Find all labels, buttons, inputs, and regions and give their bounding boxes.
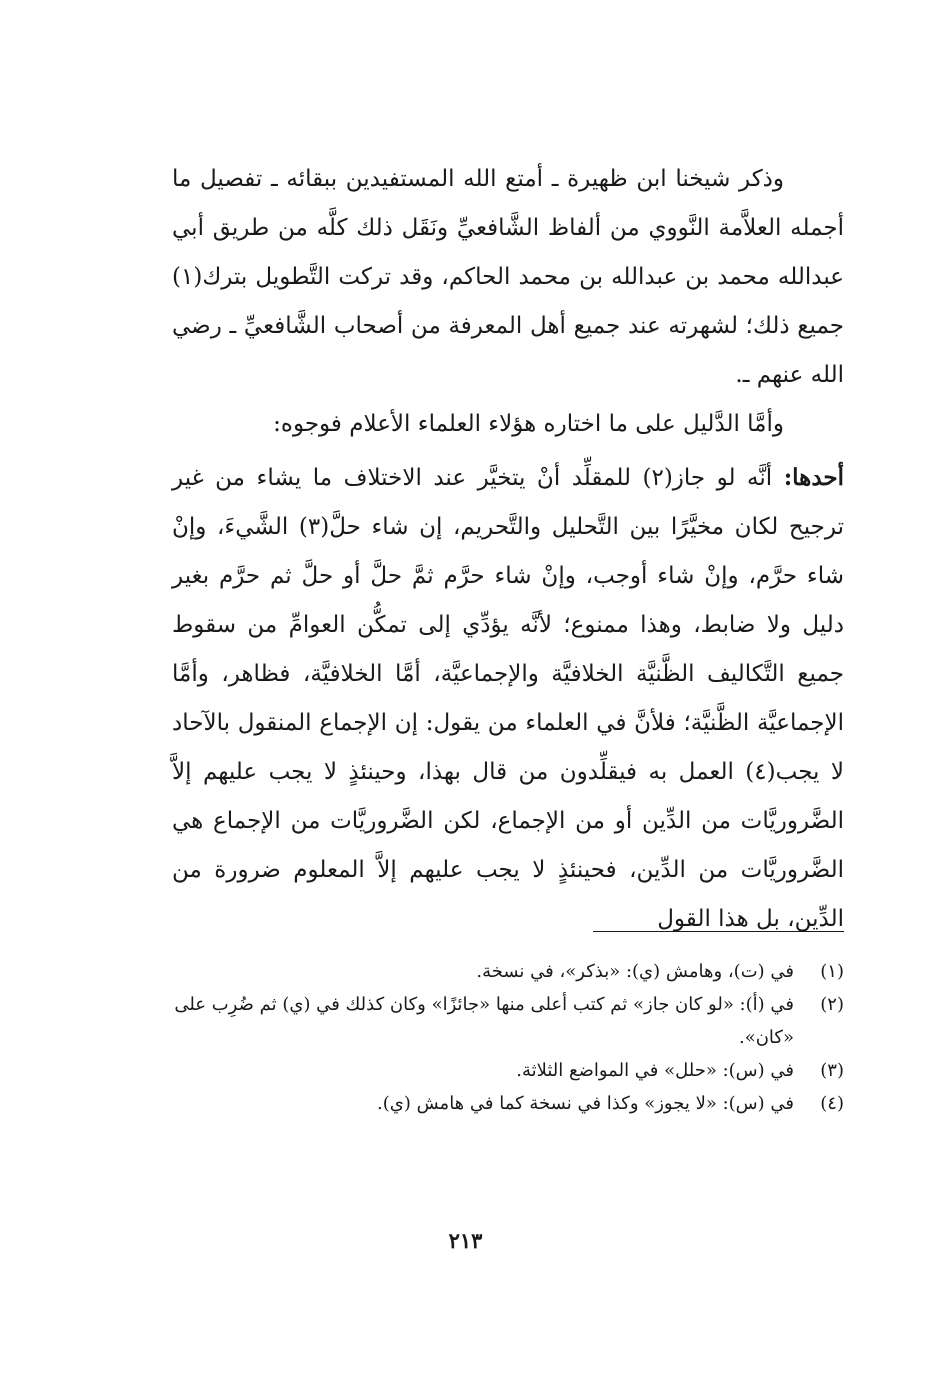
footnote-number: (٣)	[820, 1060, 844, 1081]
paragraph-3-lead: أحدها:	[783, 464, 844, 491]
page-number: ٢١٣	[448, 1228, 483, 1253]
footnote-2	[168, 988, 844, 1054]
footnote-text: في (ت)، وهامش (ي): «بذكر»، في نسخة.	[476, 961, 794, 982]
footnote-1	[168, 955, 844, 988]
paragraph-1: وذكر شيخنا ابن ظهيرة ـ أمتع الله المستفيدين ببقائه ـ تفصيل ما أجمله العلاَّمة النَّووي من ألفاظ الشَّافعيِّ ونَقَل ذلك كلَّه من طريق أبي عبدالله محمد بن عبدالله بن محمد الحاكم، وقد تركت التَّطويل بترك(١) جميع ذلك؛ لشهرته عند جميع أهل المعرفة من أصحاب الشَّافعيِّ ـ رضي الله عنهم ـ.	[172, 166, 844, 388]
paragraph-3	[172, 453, 844, 944]
footnote-text: في (س): «حلل» في المواضع الثلاثة.	[516, 1060, 794, 1081]
footnote-text: في (أ): «لو كان جاز» ثم كتب أعلى منها «جائزًا» وكان كذلك في (ي) ثم ضُرِب على «كان».	[174, 994, 794, 1048]
paragraph-2: وأمَّا الدَّليل على ما اختاره هؤلاء العلماء الأعلام فوجوه:	[273, 411, 784, 437]
footnote-4	[168, 1087, 844, 1120]
paragraph-3-body: أنَّه لو جاز(٢) للمقلِّد أنْ يتخيَّر عند الاختلاف ما يشاء من غير ترجيح لكان مخيَّرًا بين التَّحليل والتَّحريم، إن شاء حلَّ(٣) الشَّيءَ، وإنْ شاء حرَّم، وإنْ شاء أوجب، وإنْ شاء حرَّم ثمَّ حلَّ أو حلَّ ثم حرَّم بغير دليل ولا ضابط، وهذا ممنوع؛ لأنَّه يؤدِّي إلى تمكُّن العوامِّ من سقوط جميع التَّكاليف الظَّنيَّة الخلافيَّة والإجماعيَّة، أمَّا الخلافيَّة، فظاهر، وأمَّا الإجماعيَّة الظَّنيَّة؛ فلأنَّ في العلماء من يقول: إن الإجماع المنقول بالآحاد لا يجب(٤) العمل به فيقلِّدون من قال بهذا، وحينئذٍ لا يجب عليهم إلاَّ الضَّروريَّات من الدِّين أو من الإجماع، لكن الضَّروريَّات من الإجماع هي الضَّروريَّات من الدِّين، فحينئذٍ لا يجب عليهم إلاَّ المعلوم ضرورة من الدِّين، بل هذا القول	[172, 465, 845, 932]
footnote-number: (١)	[820, 961, 844, 982]
footnote-number: (٢)	[820, 994, 844, 1015]
footnote-number: (٤)	[820, 1093, 844, 1114]
footnote-divider	[593, 931, 844, 932]
main-text	[172, 155, 844, 944]
footnote-text: في (س): «لا يجوز» وكذا في نسخة كما في هامش (ي).	[377, 1093, 794, 1114]
footnotes	[168, 955, 844, 1120]
footnote-3	[168, 1054, 844, 1087]
